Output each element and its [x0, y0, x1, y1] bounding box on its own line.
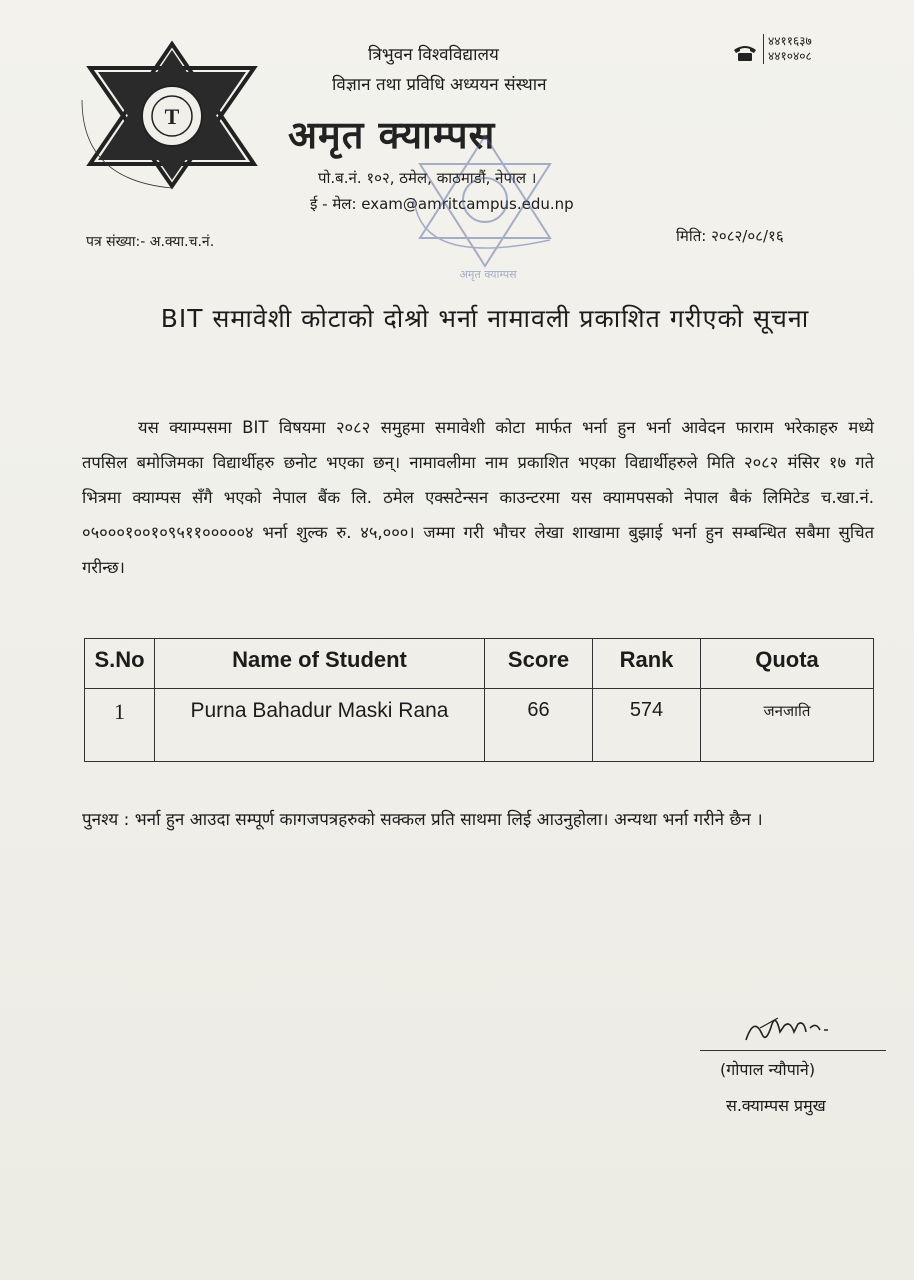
svg-text:T: T — [164, 104, 180, 129]
telephone-icon — [732, 42, 758, 62]
letter-date: मिति: २०८२/०८/१६ — [676, 227, 784, 245]
reference-number: पत्र संख्या:- अ.क्या.च.नं. — [86, 234, 215, 250]
signatory-title: स.क्याम्पस प्रमुख — [726, 1096, 826, 1115]
institute-name: विज्ञान तथा प्रविधि अध्ययन संस्थान — [332, 75, 547, 95]
cell-quota: जनजाति — [701, 689, 874, 762]
notice-title: BIT समावेशी कोटाको दोश्रो भर्ना नामावली प्रकाशित गरीएको सूचना — [160, 304, 810, 333]
postscript-note: पुनश्य : भर्ना हुन आउदा सम्पूर्ण कागजपत्रहरुको सक्कल प्रति साथमा लिई आउनुहोला। अन्यथा भर्ना गरीने छैन । — [82, 810, 763, 830]
postal-address: पो.ब.नं. १०२, ठमेल, काठमाडौं, नेपाल । — [318, 169, 537, 187]
notice-body: यस क्याम्पसमा BIT विषयमा २०८२ समुहमा समावेशी कोटा मार्फत भर्ना हुन भर्ना आवेदन फाराम भरेकाहरु मध्ये तपसिल बमोजिमका विद्यार्थीहरु छनोट भएका छन्। नामावलीमा नाम प्रकाशित भएका विद्यार्थीहरुले मिति २०८२ मंसिर १७ गते भित्रमा क्याम्पस सँगै भएको नेपाल बैंक लि. ठमेल एक्सटेन्सन काउन्टरमा यस क्यामपसको नेपाल बैकं लिमिटेड च.खा.नं. ०५०००१००१०९५११०००००४ भर्ना शुल्क रु. ४५,०००। जम्मा गरी भौचर लेखा शाखामा बुझाई भर्ना हुन सम्बन्धित सबैमा सुचित गरीन्छ। — [82, 418, 874, 577]
cell-student-name: Purna Bahadur Maski Rana — [155, 689, 485, 762]
column-header-score: Score — [485, 639, 593, 689]
column-header-rank: Rank — [593, 639, 701, 689]
tribhuvan-university-logo — [78, 40, 266, 190]
handwritten-signature — [740, 1010, 836, 1050]
phone-numbers — [763, 34, 812, 64]
cell-rank: 574 — [593, 689, 701, 762]
campus-seal-stamp — [400, 128, 570, 288]
column-header-sno: S.No — [85, 639, 155, 689]
signature-line — [700, 1050, 886, 1051]
table-header-row — [85, 639, 874, 689]
phone-number-1: ४४११६३७ — [768, 34, 812, 48]
svg-text:अमृत क्याम्पस: अमृत क्याम्पस — [459, 268, 517, 281]
signatory-name: (गोपाल न्यौपाने) — [720, 1060, 816, 1079]
column-header-quota: Quota — [701, 639, 874, 689]
admission-table — [84, 638, 874, 762]
column-header-name: Name of Student — [155, 639, 485, 689]
phone-number-2: ४४१०४०८ — [768, 49, 812, 63]
cell-sno: 1 — [85, 689, 155, 762]
campus-name: अमृत क्याम्पस — [288, 113, 496, 157]
table-row — [85, 689, 874, 762]
cell-score: 66 — [485, 689, 593, 762]
email-address: ई - मेल: exam@amritcampus.edu.np — [310, 195, 574, 213]
university-name: त्रिभुवन विश्वविद्यालय — [368, 45, 499, 65]
